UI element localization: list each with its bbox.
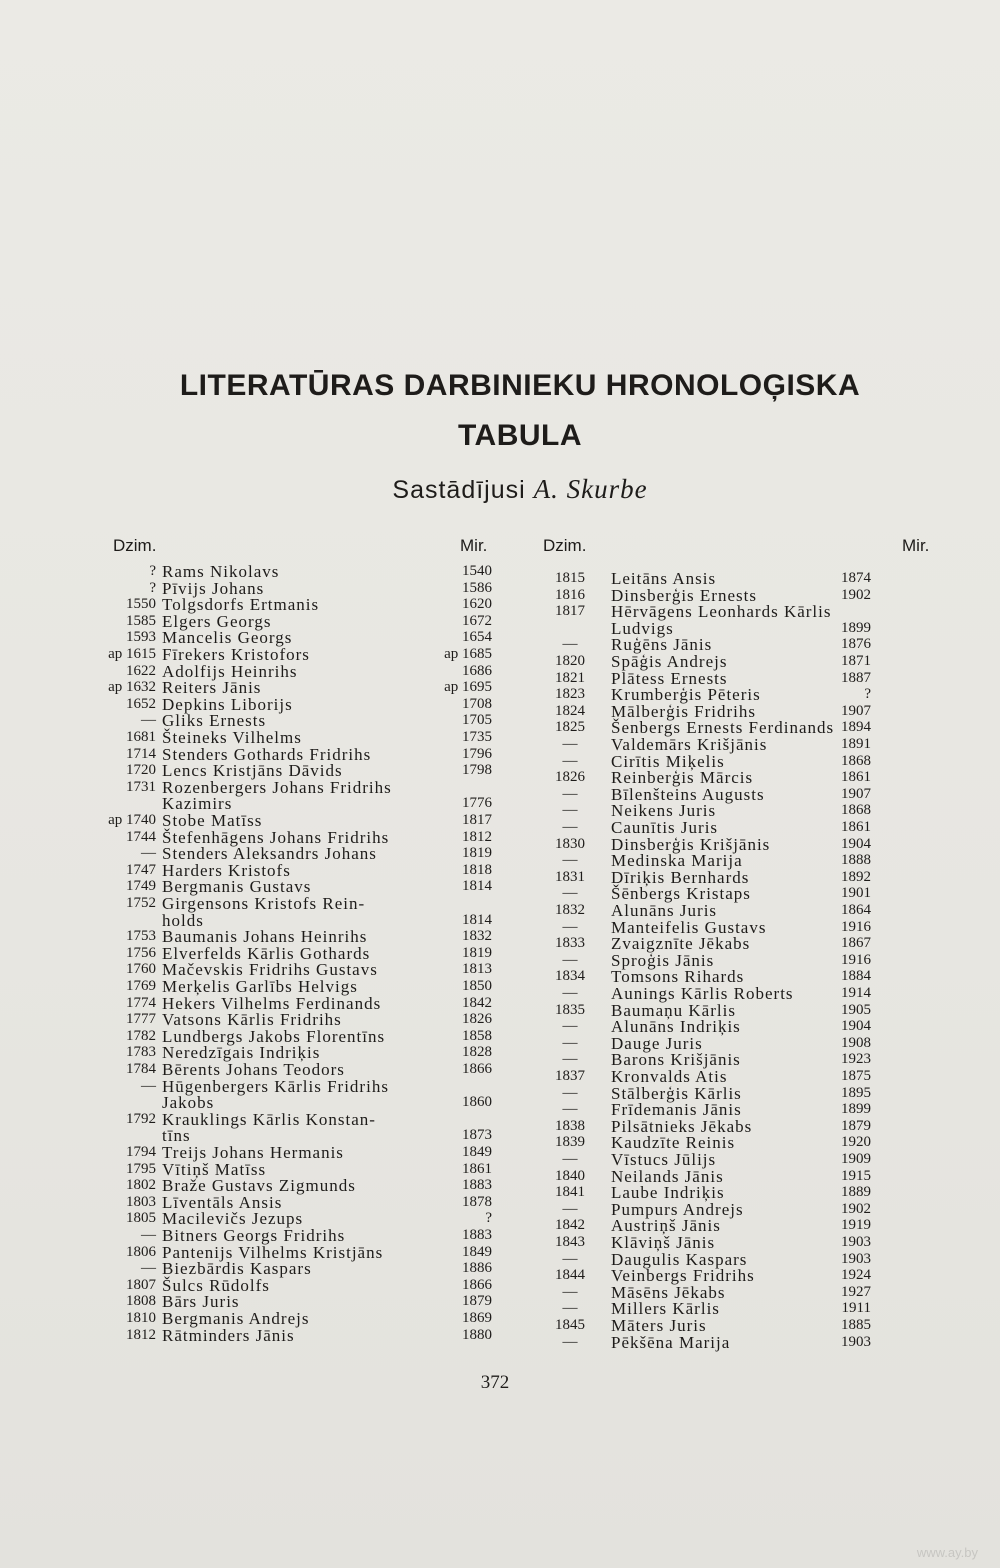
death-year: 1879 — [462, 1293, 492, 1310]
writer-name: Zvaigznīte Jēkabs — [611, 934, 751, 954]
writer-name: Macilevičs Jezups — [162, 1209, 304, 1229]
born-year: — — [141, 1227, 156, 1243]
page-title-line-2: TABULA — [457, 419, 583, 452]
born-year: — — [562, 1333, 578, 1350]
writer-name: Bergmanis Gustavs — [162, 877, 312, 897]
death-year: 1686 — [462, 662, 492, 679]
writer-name: Baumanis Johans Heinrihs — [162, 927, 368, 947]
death-year: 1817 — [462, 812, 492, 828]
writer-name: Pumpurs Andrejs — [611, 1199, 744, 1219]
born-year: — — [562, 1300, 578, 1317]
writer-name: Neikens Juris — [611, 801, 717, 821]
writer-name: Mālberģis Fridrihs — [611, 701, 757, 721]
born-year: 1844 — [555, 1267, 585, 1284]
born-year: 1843 — [555, 1234, 585, 1250]
writer-name: Bitners Georgs Fridrihs — [162, 1226, 346, 1245]
writer-name: Vīstucs Jūlijs — [611, 1150, 717, 1169]
writer-name: Bergmanis Andrejs — [162, 1309, 310, 1328]
death-year: 1871 — [841, 653, 871, 669]
death-year: 1866 — [462, 1276, 492, 1293]
writer-name: Elverfelds Kārlis Gothards — [162, 943, 371, 963]
death-year: 1908 — [841, 1034, 871, 1051]
born-year: — — [562, 1283, 578, 1300]
death-year: 1888 — [841, 852, 871, 869]
born-year: 1681 — [126, 729, 156, 745]
born-year: 1806 — [126, 1243, 156, 1260]
death-year: 1887 — [841, 669, 871, 686]
born-year: 1802 — [126, 1177, 156, 1194]
born-year: 1795 — [126, 1160, 156, 1177]
born-year: 1805 — [126, 1210, 156, 1227]
born-year: 1784 — [126, 1061, 156, 1077]
born-year: 1823 — [555, 686, 585, 703]
writer-name: Alunāns Indriķis — [611, 1017, 741, 1037]
writer-name: Manteifelis Gustavs — [611, 917, 767, 937]
writer-name: Māters Juris — [611, 1316, 707, 1335]
death-year: 1832 — [462, 928, 492, 945]
writer-name: Girgensons Kristofs Rein- — [162, 894, 366, 913]
page-title-line-1: LITERATŪRAS DARBINIEKU HRONOLOĢISKA — [179, 369, 861, 402]
born-year: 1824 — [555, 702, 585, 719]
death-year: 1907 — [841, 702, 871, 719]
born-year: — — [562, 636, 578, 653]
born-year: 1820 — [555, 653, 585, 669]
born-year: 1845 — [555, 1317, 585, 1333]
death-year: 1902 — [841, 1200, 871, 1217]
compiler-prefix: Sastādījusi — [392, 476, 526, 504]
death-year: 1903 — [841, 1250, 871, 1267]
page-number: 372 — [480, 1372, 510, 1393]
death-year: 1867 — [841, 935, 871, 952]
death-year: 1819 — [462, 944, 492, 961]
writer-name: Alunāns Juris — [611, 901, 718, 920]
born-year: — — [562, 951, 578, 968]
death-year: 1883 — [462, 1227, 492, 1243]
writer-name: Biezbārdis Kaspars — [162, 1259, 312, 1279]
writer-name: Šenbergs Ernests Ferdinands — [611, 718, 835, 738]
death-year: 1705 — [462, 712, 492, 729]
writer-name: tīns — [162, 1126, 191, 1146]
death-year: 1916 — [841, 918, 871, 935]
born-year: 1769 — [126, 978, 156, 994]
death-year: 1858 — [462, 1027, 492, 1044]
writer-name: Bīlenšteins Augusts — [611, 784, 765, 804]
writer-name: Pantenijs Vilhelms Kristjāns — [162, 1242, 384, 1262]
death-year: 1868 — [841, 802, 871, 819]
born-year: — — [141, 712, 156, 729]
born-year: 1821 — [555, 669, 585, 686]
death-year: 1672 — [462, 612, 492, 629]
born-year: 1810 — [126, 1310, 156, 1326]
death-year: 1735 — [462, 729, 492, 745]
death-year: 1842 — [462, 994, 492, 1011]
writer-name: Daugulis Kaspars — [611, 1249, 748, 1269]
writer-name: Reiters Jānis — [162, 678, 262, 698]
writer-name: Kronvalds Atis — [611, 1067, 728, 1086]
writer-name: Štefenhāgens Johans Fridrihs — [162, 827, 390, 847]
born-year: — — [562, 1051, 578, 1068]
born-year: 1841 — [555, 1184, 585, 1201]
born-year: 1803 — [126, 1193, 156, 1210]
born-year: 1842 — [555, 1217, 585, 1234]
writer-name: Depkins Liborijs — [162, 694, 293, 714]
writer-name: Ruģēns Jānis — [611, 635, 713, 655]
death-year: 1878 — [462, 1193, 492, 1210]
born-year: 1834 — [555, 968, 585, 985]
writer-name: Harders Kristofs — [162, 860, 291, 880]
death-year: 1873 — [462, 1127, 492, 1144]
death-year: 1901 — [841, 885, 871, 902]
death-year: 1849 — [462, 1144, 492, 1160]
writer-name: Merķelis Garlībs Helvigs — [162, 977, 358, 996]
writer-name: Dinsberģis Krišjānis — [611, 834, 771, 854]
born-year: 1652 — [126, 695, 156, 712]
born-year: 1777 — [126, 1011, 156, 1028]
death-year: 1927 — [841, 1283, 871, 1300]
watermark: www.ay.by — [916, 1545, 978, 1560]
writer-name: Stobe Matīss — [162, 811, 263, 830]
death-year: 1891 — [841, 736, 871, 752]
death-year: 1812 — [462, 828, 492, 845]
born-year: 1550 — [126, 596, 156, 613]
death-year: 1915 — [841, 1167, 871, 1184]
born-year: — — [141, 845, 156, 862]
death-year: 1826 — [462, 1011, 492, 1028]
writer-name: Pilsātnieks Jēkabs — [611, 1116, 753, 1136]
death-year: 1919 — [841, 1217, 871, 1234]
writer-name: Vītiņš Matīss — [162, 1159, 267, 1179]
born-year: 1832 — [555, 902, 585, 918]
writer-name: Neilands Jānis — [611, 1166, 724, 1186]
writer-name: Spāģis Andrejs — [611, 652, 728, 671]
born-year: ap 1740 — [108, 812, 156, 828]
death-year: 1796 — [462, 745, 492, 762]
born-year: 1783 — [126, 1044, 156, 1061]
born-year: — — [562, 736, 578, 752]
born-year: ? — [149, 579, 156, 596]
writer-name: Valdemārs Krišjānis — [611, 735, 768, 754]
born-year: — — [562, 1084, 578, 1101]
death-year: 1818 — [462, 861, 492, 878]
death-year: 1903 — [841, 1234, 871, 1250]
writer-name: Šulcs Rūdolfs — [162, 1275, 270, 1295]
death-year: 1909 — [841, 1151, 871, 1167]
death-year: 1899 — [841, 1101, 871, 1118]
born-year: — — [562, 802, 578, 819]
writer-name: Rams Nikolavs — [162, 562, 280, 581]
born-year: 1774 — [126, 994, 156, 1011]
born-year: 1720 — [126, 762, 156, 779]
compiler-name: A. Skurbe — [533, 474, 648, 504]
born-year: — — [141, 1260, 156, 1277]
writer-name: Fīrekers Kristofors — [162, 645, 310, 664]
death-year: 1874 — [841, 570, 871, 586]
writer-name: Mancelis Georgs — [162, 628, 293, 648]
writer-name: Neredzīgais Indriķis — [162, 1043, 321, 1063]
right-born-header: Dzim. — [543, 536, 587, 555]
born-year: ap 1615 — [108, 646, 156, 662]
born-year: 1731 — [126, 778, 156, 795]
born-year: — — [562, 852, 578, 869]
death-year: 1868 — [841, 752, 871, 769]
death-year: 1879 — [841, 1117, 871, 1134]
born-year: 1835 — [555, 1001, 585, 1018]
writer-name: Vatsons Kārlis Fridrihs — [162, 1010, 342, 1030]
writer-name: holds — [162, 910, 204, 930]
born-year: 1807 — [126, 1276, 156, 1293]
writer-name: Šteineks Vilhelms — [162, 728, 302, 747]
born-year: 1826 — [555, 769, 585, 786]
death-year: 1905 — [841, 1001, 871, 1018]
death-year: 1880 — [462, 1326, 492, 1343]
death-year: 1886 — [462, 1260, 492, 1277]
writer-name: Līventāls Ansis — [162, 1192, 283, 1212]
writer-name: Sproģis Jānis — [611, 950, 715, 970]
writer-name: Braže Gustavs Zigmunds — [162, 1176, 356, 1196]
born-year: — — [562, 1018, 578, 1035]
born-year: 1839 — [555, 1134, 585, 1151]
death-year: 1904 — [841, 835, 871, 852]
death-year: 1798 — [462, 762, 492, 779]
death-year: 1864 — [841, 902, 871, 918]
death-year: 1819 — [462, 845, 492, 862]
death-year: 1849 — [462, 1243, 492, 1260]
writer-name: Frīdemanis Jānis — [611, 1100, 742, 1120]
born-year: 1830 — [555, 835, 585, 852]
death-year: 1916 — [841, 951, 871, 968]
born-year: 1756 — [126, 944, 156, 961]
writer-name: Gliks Ernests — [162, 711, 267, 731]
death-year: 1776 — [462, 795, 492, 812]
death-year: 1899 — [841, 619, 871, 636]
writer-name: Cirītis Miķelis — [611, 751, 725, 771]
writer-name: Stenders Gothards Fridrihs — [162, 744, 372, 764]
death-year: 1654 — [462, 629, 492, 646]
death-year: 1861 — [841, 819, 871, 835]
writer-name: Barons Krišjānis — [611, 1050, 741, 1070]
writer-name: Leitāns Ansis — [611, 569, 717, 588]
born-year: 1753 — [126, 928, 156, 945]
writer-name: Dīriķis Bernhards — [611, 867, 750, 887]
death-year: 1914 — [841, 985, 871, 1001]
death-year: 1902 — [841, 586, 871, 603]
born-year: 1840 — [555, 1167, 585, 1184]
death-year: 1708 — [462, 695, 492, 712]
writer-name: Kaudzīte Reinis — [611, 1133, 736, 1153]
writer-name: Lundbergs Jakobs Florentīns — [162, 1026, 386, 1046]
born-year: 1816 — [555, 586, 585, 603]
death-year: ? — [485, 1210, 492, 1227]
born-year: — — [562, 1151, 578, 1167]
writer-name: Bārs Juris — [162, 1292, 240, 1312]
born-year: — — [562, 1250, 578, 1267]
death-year: 1875 — [841, 1068, 871, 1084]
writer-name: Millers Kārlis — [611, 1299, 720, 1319]
left-died-header: Mir. — [460, 536, 488, 555]
death-year: 1814 — [462, 878, 492, 895]
born-year: — — [562, 1101, 578, 1118]
born-year: 1815 — [555, 570, 585, 586]
born-year: 1760 — [126, 961, 156, 978]
writer-name: Elgers Georgs — [162, 611, 272, 631]
death-year: 1903 — [841, 1333, 871, 1350]
born-year: 1747 — [126, 861, 156, 878]
born-year: 1585 — [126, 612, 156, 629]
death-year: ap 1685 — [444, 646, 492, 662]
compiler-credit — [0, 474, 1000, 505]
born-year: — — [562, 752, 578, 769]
death-year: 1850 — [462, 978, 492, 994]
born-year: 1792 — [126, 1110, 156, 1127]
born-year: ap 1632 — [108, 679, 156, 696]
death-year: 1828 — [462, 1044, 492, 1061]
writer-name: Kazimirs — [162, 794, 233, 814]
death-year: 1861 — [462, 1160, 492, 1177]
born-year: — — [562, 1034, 578, 1051]
born-year: 1831 — [555, 868, 585, 885]
born-year: 1752 — [126, 895, 156, 911]
writer-name: Ludvigs — [611, 618, 674, 638]
writer-name: Krauklings Kārlis Konstan- — [162, 1109, 376, 1129]
right-died-header: Mir. — [902, 536, 930, 555]
writer-name: Austriņš Jānis — [611, 1216, 721, 1236]
writer-name: Laube Indriķis — [611, 1183, 725, 1203]
writer-name: Hērvāgens Leonhards Kārlis — [611, 602, 832, 622]
death-year: 1866 — [462, 1061, 492, 1077]
writer-name: Krumberģis Pēteris — [611, 685, 761, 705]
born-year: 1837 — [555, 1068, 585, 1084]
born-year: — — [562, 819, 578, 835]
born-year: 1794 — [126, 1144, 156, 1160]
writer-name: Tolgsdorfs Ertmanis — [162, 595, 320, 615]
writer-name: Jakobs — [162, 1093, 215, 1113]
death-year: 1907 — [841, 785, 871, 802]
writer-name: Stenders Aleksandrs Johans — [162, 844, 377, 864]
writer-name: Veinbergs Fridrihs — [611, 1266, 755, 1286]
death-year: ap 1695 — [444, 679, 492, 696]
death-year: 1861 — [841, 769, 871, 786]
born-year: 1808 — [126, 1293, 156, 1310]
writer-name: Māsēns Jēkabs — [611, 1282, 726, 1302]
born-year: ? — [149, 563, 156, 579]
writer-name: Rātminders Jānis — [162, 1325, 295, 1345]
born-year: 1749 — [126, 878, 156, 895]
death-year: 1813 — [462, 961, 492, 978]
writer-name: Stālberģis Kārlis — [611, 1083, 742, 1103]
born-year: 1593 — [126, 629, 156, 646]
death-year: 1894 — [841, 719, 871, 736]
death-year: 1885 — [841, 1317, 871, 1333]
writer-name: Dauge Juris — [611, 1033, 703, 1053]
writer-name: Plātess Ernests — [611, 668, 728, 688]
born-year: 1782 — [126, 1027, 156, 1044]
death-year: 1923 — [841, 1051, 871, 1068]
born-year: 1622 — [126, 662, 156, 679]
born-year: — — [562, 885, 578, 902]
death-year: 1869 — [462, 1310, 492, 1326]
death-year: 1892 — [841, 868, 871, 885]
born-year: 1817 — [555, 603, 585, 620]
writer-name: Pēkšēna Marija — [611, 1332, 731, 1352]
writer-name: Bērents Johans Teodors — [162, 1060, 345, 1079]
writer-name: Hekers Vilhelms Ferdinands — [162, 993, 382, 1013]
born-year: 1714 — [126, 745, 156, 762]
born-year: 1812 — [126, 1326, 156, 1343]
death-year: 1620 — [462, 596, 492, 613]
born-year: — — [562, 985, 578, 1001]
writer-name: Klāviņš Jānis — [611, 1233, 716, 1252]
writer-name: Dinsberģis Ernests — [611, 585, 757, 605]
born-year: 1833 — [555, 935, 585, 952]
death-year: 1911 — [841, 1300, 871, 1317]
death-year: 1876 — [841, 636, 871, 653]
death-year: 1860 — [462, 1094, 492, 1111]
death-year: 1889 — [841, 1184, 871, 1201]
writer-name: Adolfijs Heinrihs — [162, 661, 298, 681]
death-year: 1920 — [841, 1134, 871, 1151]
writer-name: Treijs Johans Hermanis — [162, 1143, 344, 1162]
writer-name: Rozenbergers Johans Fridrihs — [162, 777, 392, 797]
death-year: 1814 — [462, 911, 492, 928]
born-year: — — [562, 785, 578, 802]
writer-name: Baumaņu Kārlis — [611, 1000, 736, 1020]
death-year: 1895 — [841, 1084, 871, 1101]
writer-name: Medinska Marija — [611, 851, 743, 871]
death-year: 1884 — [841, 968, 871, 985]
born-year: — — [141, 1077, 156, 1094]
born-year: 1825 — [555, 719, 585, 736]
death-year: 1904 — [841, 1018, 871, 1035]
writer-name: Caunītis Juris — [611, 818, 719, 837]
death-year: ? — [864, 686, 871, 703]
left-born-header: Dzim. — [113, 536, 157, 555]
born-year: 1838 — [555, 1117, 585, 1134]
death-year: 1883 — [462, 1177, 492, 1194]
writer-name: Hūgenbergers Kārlis Fridrihs — [162, 1076, 389, 1096]
writer-name: Tomsons Rihards — [611, 967, 745, 987]
writer-name: Lencs Kristjāns Dāvids — [162, 761, 343, 781]
writer-name: Šēnbergs Kristaps — [611, 884, 751, 904]
born-year: — — [562, 918, 578, 935]
writer-name: Aunings Kārlis Roberts — [611, 984, 794, 1003]
born-year: 1744 — [126, 828, 156, 845]
born-year: — — [562, 1200, 578, 1217]
writer-name: Pīvijs Johans — [162, 578, 265, 598]
death-year: 1540 — [462, 563, 492, 579]
writer-name: Reinberģis Mārcis — [611, 768, 754, 788]
death-year: 1924 — [841, 1267, 871, 1284]
death-year: 1586 — [462, 579, 492, 596]
writer-name: Mačevskis Fridrihs Gustavs — [162, 960, 378, 980]
